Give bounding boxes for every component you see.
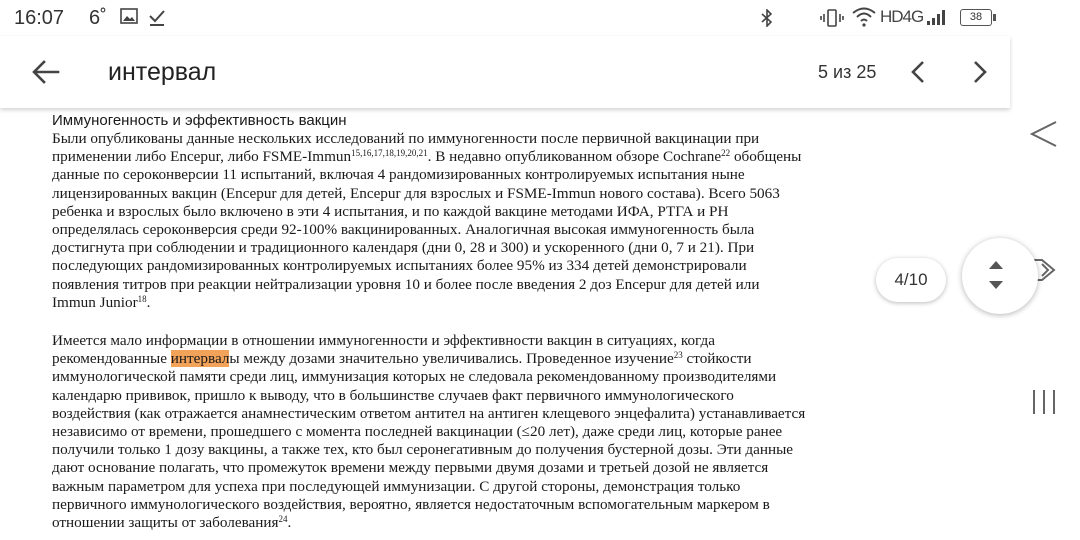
text-line xyxy=(52,459,952,477)
citation-ref: 18 xyxy=(137,293,147,304)
line-text: последующих рандомизированных контролируемых испытаниях более 95% из 334 детей демонстрировали xyxy=(52,257,747,275)
back-arrow-icon[interactable] xyxy=(30,56,62,88)
citation-ref: 23 xyxy=(673,350,683,361)
citation-ref: 22 xyxy=(721,148,731,159)
wifi-icon xyxy=(852,7,876,27)
line-text: отношении защиты от заболевания xyxy=(52,514,279,532)
line-text: Имеется мало информации в отношении иммуногенности и эффективности вакцин в ситуациях, когда xyxy=(52,332,715,350)
line-text: появления титров при реакции нейтрализации уровня 10 и более после введения 2 доз Encepur для детей или xyxy=(52,275,760,293)
document-page xyxy=(52,112,952,532)
scroll-up-icon xyxy=(989,261,1003,269)
citation-ref: 15,16,17,18,19,20,21 xyxy=(351,148,428,159)
line-text: иммунологической памяти среди лиц, иммунизация которых не следовала рекомендованному производителями xyxy=(52,368,777,386)
line-text: важным параметром для успеха при последующей иммунизации. С другой стороны, демонстрация только xyxy=(52,477,741,495)
text-line xyxy=(52,130,952,148)
text-line xyxy=(52,239,952,257)
section-heading: Иммуногенность и эффективность вакцин xyxy=(52,112,347,129)
text-line xyxy=(52,276,952,294)
match-counter: 5 из 25 xyxy=(818,62,877,82)
text-line xyxy=(52,185,952,203)
text-line xyxy=(52,514,952,532)
line-text: календарю прививок, пришло к выводу, что в большинстве случаев факт первичного иммунологического xyxy=(52,386,734,404)
text-line xyxy=(52,405,952,423)
line-text: . xyxy=(146,293,151,311)
scroll-down-icon xyxy=(989,281,1003,289)
status-bar xyxy=(0,0,1080,36)
next-match-icon[interactable] xyxy=(963,56,995,88)
line-text: дают основание полагать, что промежуток времени между первыми двумя дозами и третьей дозой не является xyxy=(52,459,769,477)
text-line xyxy=(52,203,952,221)
text-line xyxy=(52,257,952,275)
line-text: . В недавно опубликованном обзоре Cochrane xyxy=(427,148,722,166)
text-line xyxy=(52,368,952,386)
previous-match-icon[interactable] xyxy=(903,56,935,88)
text-line xyxy=(52,148,952,166)
vibrate-icon xyxy=(820,9,844,27)
text-line xyxy=(52,294,952,312)
paragraph-2 xyxy=(52,332,952,532)
line-text: воздействия (как отражается анамнестическим ответом антител на антиген клещевого энцефалита) устанавливается xyxy=(52,404,806,422)
search-highlight: интервал xyxy=(170,350,230,368)
line-text: независимо от времени, прошедшего с момента последней вакцинации (≤20 лет), даже среди лиц, которые ранее xyxy=(52,423,783,441)
line-text: Immun Junior xyxy=(52,293,138,311)
network-type: HD4G xyxy=(880,7,924,26)
line-text: стойкости xyxy=(682,350,752,368)
status-time: 16:07 xyxy=(14,7,65,29)
line-text: ребенка и взрослых было включено в эти 4 испытания, и по каждой вакцине методами ИФА, РТГА и РН xyxy=(52,202,729,220)
text-line xyxy=(52,221,952,239)
nav-recent-apps-icon[interactable] xyxy=(1022,380,1066,424)
text-line xyxy=(52,423,952,441)
line-text: первичного иммунологического воздействия, вероятно, является недостаточным вспомогательным маркером в xyxy=(52,495,770,513)
text-line xyxy=(52,387,952,405)
bluetooth-icon xyxy=(760,9,774,27)
text-line xyxy=(52,166,952,184)
fast-scroll-handle[interactable] xyxy=(962,238,1038,314)
text-line xyxy=(52,478,952,496)
signal-icon xyxy=(926,8,948,26)
line-text: Были опубликованы данные нескольких исследований по иммуногенности после первичной вакцинации при xyxy=(52,130,760,147)
line-text: получили только 1 дозу вакцины, а также тех, кто был серонегативным до получения бустерной дозы. Эти данные xyxy=(52,441,794,459)
text-line xyxy=(52,441,952,459)
page-indicator: 4/10 xyxy=(876,258,946,302)
search-query[interactable]: интервал xyxy=(108,58,217,86)
text-line xyxy=(52,350,952,368)
line-text: достигнута при соблюдении и традиционного календаря (дни 0, 28 и 300) и ускоренного (дни 0, 7 и 21). При xyxy=(52,239,755,257)
download-done-icon xyxy=(148,8,166,26)
line-text: определялась сероконверсия среди 92-100% вакцинированных. Аналогичная высокая иммуногенность была xyxy=(52,221,755,239)
line-text: рекомендованные xyxy=(52,350,171,368)
battery-indicator: 38 xyxy=(960,9,992,26)
line-text: данные по сероконверсии 11 испытаний, включая 4 рандомизированных контролируемых испытания ныне xyxy=(52,166,745,184)
nav-back-icon[interactable] xyxy=(1022,112,1066,156)
search-toolbar xyxy=(0,36,1010,108)
citation-ref: 24 xyxy=(278,514,288,525)
status-temperature: 6˚ xyxy=(89,7,107,29)
line-text: ы между дозами значительно увеличивались. Проведенное изучение xyxy=(229,350,674,368)
text-line xyxy=(52,496,952,514)
line-text: лицензированных вакцин (Encepur для детей, Encepur для взрослых и FSME-Immun нового состава). Всего 5063 xyxy=(52,184,780,202)
line-text: . xyxy=(287,514,292,532)
text-line xyxy=(52,332,952,350)
line-text: применении либо Encepur, либо FSME-Immun xyxy=(52,148,352,166)
paragraph-1 xyxy=(52,130,952,312)
line-text: обобщены xyxy=(730,148,802,166)
gallery-icon xyxy=(120,8,138,24)
